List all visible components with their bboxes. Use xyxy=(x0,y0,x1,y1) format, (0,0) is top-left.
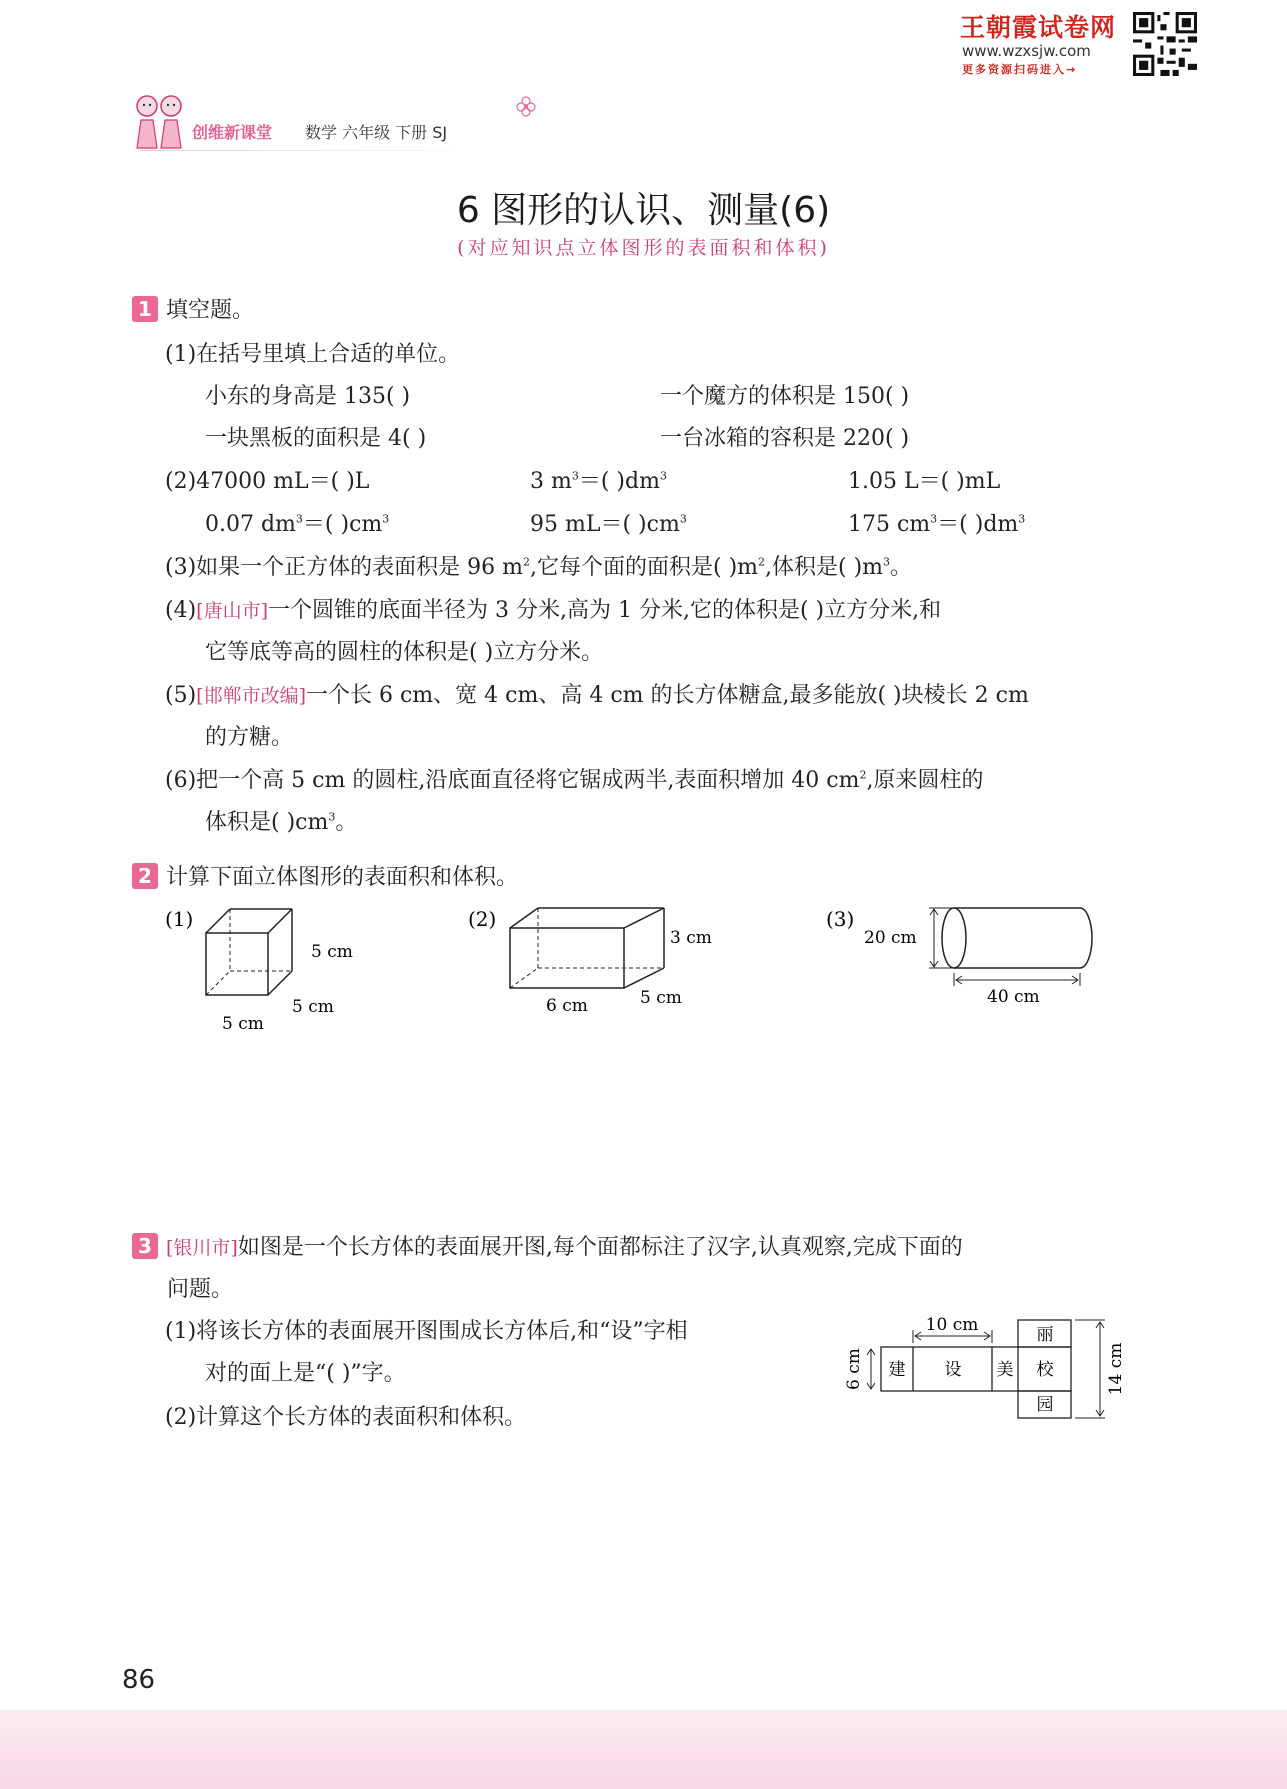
q1-part5 xyxy=(165,681,1029,711)
q1-part4 xyxy=(165,596,941,626)
net-face-mei: 美 xyxy=(996,1360,1014,1380)
q1-part1-c: 一块黑板的面积是 4( ) xyxy=(205,426,427,451)
footer-band xyxy=(0,1710,1287,1789)
fig1-depth-dim: 5 cm xyxy=(292,997,334,1017)
q1-part6-text2: 体积是( )cm xyxy=(205,810,329,835)
q1-part5-pre: (5) xyxy=(165,683,197,708)
fig3-diameter-dim: 20 cm xyxy=(864,928,917,948)
q1-part5-text: 一个长 6 cm、宽 4 cm、高 4 cm 的长方体糖盒,最多能放( )块棱长 2 cm xyxy=(306,683,1029,708)
net-face-jian: 建 xyxy=(888,1360,906,1380)
q1-part2-b xyxy=(530,467,667,497)
sup: 3 xyxy=(328,810,336,824)
sup: 3 xyxy=(1018,512,1026,526)
fig1-label: (1) xyxy=(165,907,194,931)
q1-part2-b-post: ＝( )dm xyxy=(578,469,660,494)
q1-part2-d xyxy=(205,510,389,540)
q3-source-tag: [银川市] xyxy=(166,1237,238,1259)
q1-part3-pre: (3)如果一个正方体的表面积是 96 m xyxy=(165,555,524,580)
q1-part2-c: 1.05 L＝( )mL xyxy=(848,469,1001,494)
q2-stem: 计算下面立体图形的表面积和体积。 xyxy=(166,865,519,890)
header-divider xyxy=(140,150,500,151)
q1-part2-d-post: ＝( )cm xyxy=(302,512,383,537)
figure-cube xyxy=(160,900,380,1040)
q1-part2-f-pre: 175 cm xyxy=(848,512,931,537)
q3-sub1: (1)将该长方体的表面展开图围成长方体后,和“设”字相 xyxy=(165,1319,688,1344)
flower-icon xyxy=(515,95,537,117)
net-face-yuan: 园 xyxy=(1036,1395,1054,1415)
q1-part2-f xyxy=(848,510,1025,540)
fig2-height-dim: 3 cm xyxy=(670,928,712,948)
q3-sub1-line2: 对的面上是“( )”字。 xyxy=(205,1361,406,1386)
fig2-width-dim: 5 cm xyxy=(640,988,682,1008)
cylinder-right-end xyxy=(1080,908,1092,968)
q1-part1-b: 一个魔方的体积是 150( ) xyxy=(660,384,910,409)
sup: 3 xyxy=(571,469,579,483)
fig3-label: (3) xyxy=(826,907,855,931)
q1-heading xyxy=(132,296,254,326)
sup: 3 xyxy=(382,512,390,526)
cylinder-left-end xyxy=(942,908,966,968)
q1-part6-text: (6)把一个高 5 cm 的圆柱,沿底面直径将它锯成两半,表面积增加 40 cm xyxy=(165,768,860,793)
q1-part6 xyxy=(165,766,983,796)
sup: 3 xyxy=(679,512,687,526)
page-subtitle: (对应知识点立体图形的表面积和体积) xyxy=(457,237,830,259)
q1-part5-source-tag: [邯郸市改编] xyxy=(196,685,306,707)
page-title: 6 图形的认识、测量(6) xyxy=(456,190,831,231)
q1-part3-end: 。 xyxy=(890,555,913,580)
fig1-bottom-dim: 5 cm xyxy=(222,1014,264,1034)
watermark-url: www.wzxsjw.com xyxy=(962,42,1091,60)
q3-heading xyxy=(132,1233,963,1263)
q1-part2-e-pre: 95 mL＝( )cm xyxy=(530,512,680,537)
q1-part4-pre: (4) xyxy=(165,598,197,623)
q1-part3 xyxy=(165,553,912,583)
net-face-she: 设 xyxy=(944,1360,962,1380)
net-face-li: 丽 xyxy=(1036,1325,1054,1345)
q1-part2-f-post: ＝( )dm xyxy=(937,512,1019,537)
fig3-length-dim: 40 cm xyxy=(987,987,1040,1007)
q1-part6-line2 xyxy=(205,808,357,838)
q1-part1-d: 一台冰箱的容积是 220( ) xyxy=(660,426,910,451)
qr-code-icon xyxy=(1133,12,1197,76)
net-right-dim: 14 cm xyxy=(1106,1342,1126,1396)
q1-part2-e xyxy=(530,510,687,540)
net-face-xiao: 校 xyxy=(1036,1360,1054,1380)
sup: 3 xyxy=(295,512,303,526)
q3-number-badge: 3 xyxy=(132,1233,158,1259)
cube-front-face xyxy=(206,933,268,995)
q3-sub2: (2)计算这个长方体的表面积和体积。 xyxy=(165,1405,527,1430)
q1-part5-line2: 的方糖。 xyxy=(205,725,294,750)
q1-part2-d-pre: 0.07 dm xyxy=(205,512,296,537)
page-number: 86 xyxy=(122,1665,156,1695)
q1-part4-source-tag: [唐山市] xyxy=(196,600,268,622)
fig1-right-dim: 5 cm xyxy=(311,942,353,962)
q1-part3-mid: ,它每个面的面积是( )m xyxy=(530,555,759,580)
watermark-note: 更多资源扫码进入→ xyxy=(962,63,1078,76)
q1-part6-end2: 。 xyxy=(335,810,358,835)
sup: 2 xyxy=(758,555,766,569)
q1-stem: 填空题。 xyxy=(166,298,255,323)
figure-cuboid xyxy=(468,900,738,1020)
watermark-title: 王朝霞试卷网 xyxy=(960,13,1117,42)
q2-number-badge: 2 xyxy=(132,863,158,889)
q1-part2-a: (2)47000 mL＝( )L xyxy=(165,469,370,494)
q1-part6-end: ,原来圆柱的 xyxy=(866,768,984,793)
q3-stem-line2: 问题。 xyxy=(167,1277,234,1302)
q1-part4-text: 一个圆锥的底面半径为 3 分米,高为 1 分米,它的体积是( )立方分米,和 xyxy=(268,598,942,623)
book-info: 数学 六年级 下册 SJ xyxy=(305,123,448,142)
fig2-length-dim: 6 cm xyxy=(546,996,588,1016)
kids-illustration xyxy=(125,90,195,154)
figure-cuboid-net xyxy=(835,1310,1135,1440)
q1-part4-line2: 它等底等高的圆柱的体积是( )立方分米。 xyxy=(205,640,604,665)
net-top-dim: 10 cm xyxy=(925,1315,979,1335)
cuboid-front-face xyxy=(510,928,624,988)
sup: 3 xyxy=(883,555,891,569)
q1-part2-b-pre: 3 m xyxy=(530,469,572,494)
sup: 2 xyxy=(523,555,531,569)
fig2-label: (2) xyxy=(468,907,497,931)
q3-stem: 如图是一个长方体的表面展开图,每个面都标注了汉字,认真观察,完成下面的 xyxy=(237,1235,963,1260)
figure-cylinder xyxy=(824,900,1104,1010)
brand-name: 创维新课堂 xyxy=(192,123,273,142)
q1-part1-intro: (1)在括号里填上合适的单位。 xyxy=(165,342,461,367)
sup: 3 xyxy=(659,469,667,483)
q2-heading xyxy=(132,863,518,893)
q1-part1-a: 小东的身高是 135( ) xyxy=(205,384,411,409)
q1-part3-mid2: ,体积是( )m xyxy=(765,555,884,580)
net-left-dim: 6 cm xyxy=(844,1348,864,1390)
sup: 3 xyxy=(930,512,938,526)
sup: 2 xyxy=(859,768,867,782)
q1-number-badge: 1 xyxy=(132,296,158,322)
